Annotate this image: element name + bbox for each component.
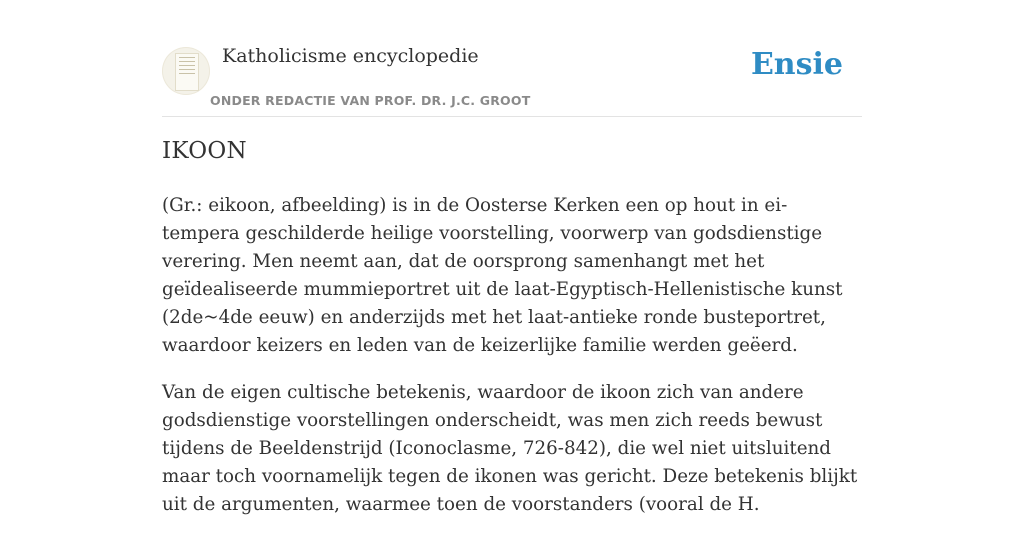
site-header bbox=[162, 0, 862, 117]
entry-body bbox=[162, 192, 862, 538]
page bbox=[162, 0, 862, 515]
editor-subtitle: ONDER REDACTIE VAN PROF. DR. J.C. GROOT bbox=[210, 93, 531, 108]
entry-title: IKOON bbox=[162, 138, 247, 164]
brand-logo-link[interactable]: Ensie bbox=[750, 47, 843, 82]
book-page-icon bbox=[175, 53, 199, 91]
encyclopedia-cover-avatar[interactable] bbox=[162, 47, 210, 95]
site-title[interactable]: Katholicisme encyclopedie bbox=[222, 45, 479, 67]
entry-paragraph: Van de eigen cultische betekenis, waardoor de ikoon zich van andere godsdienstige voorstellingen onderscheidt, was men zich reeds bewust tijdens de Beeldenstrijd (Iconoclasme, 726-842), die wel niet uitsluitend maar toch voornamelijk tegen de ikonen was gericht. Deze betekenis blijkt uit de argumenten, waarmee toen de voorstanders (vooral de H. bbox=[162, 382, 858, 515]
entry-paragraph: (Gr.: eikoon, afbeelding) is in de Oosterse Kerken een op hout in ei-tempera geschilderde heilige voorstelling, voorwerp van godsdienstige verering. Men neemt aan, dat de oorsprong samenhangt met het geïdealiseerde mummieportret uit de laat-Egyptisch-Hellenistische kunst (2de~4de eeuw) en anderzijds met het laat-antieke ronde busteportret, waardoor keizers en leden van de keizerlijke familie werden geëerd. bbox=[162, 195, 843, 356]
